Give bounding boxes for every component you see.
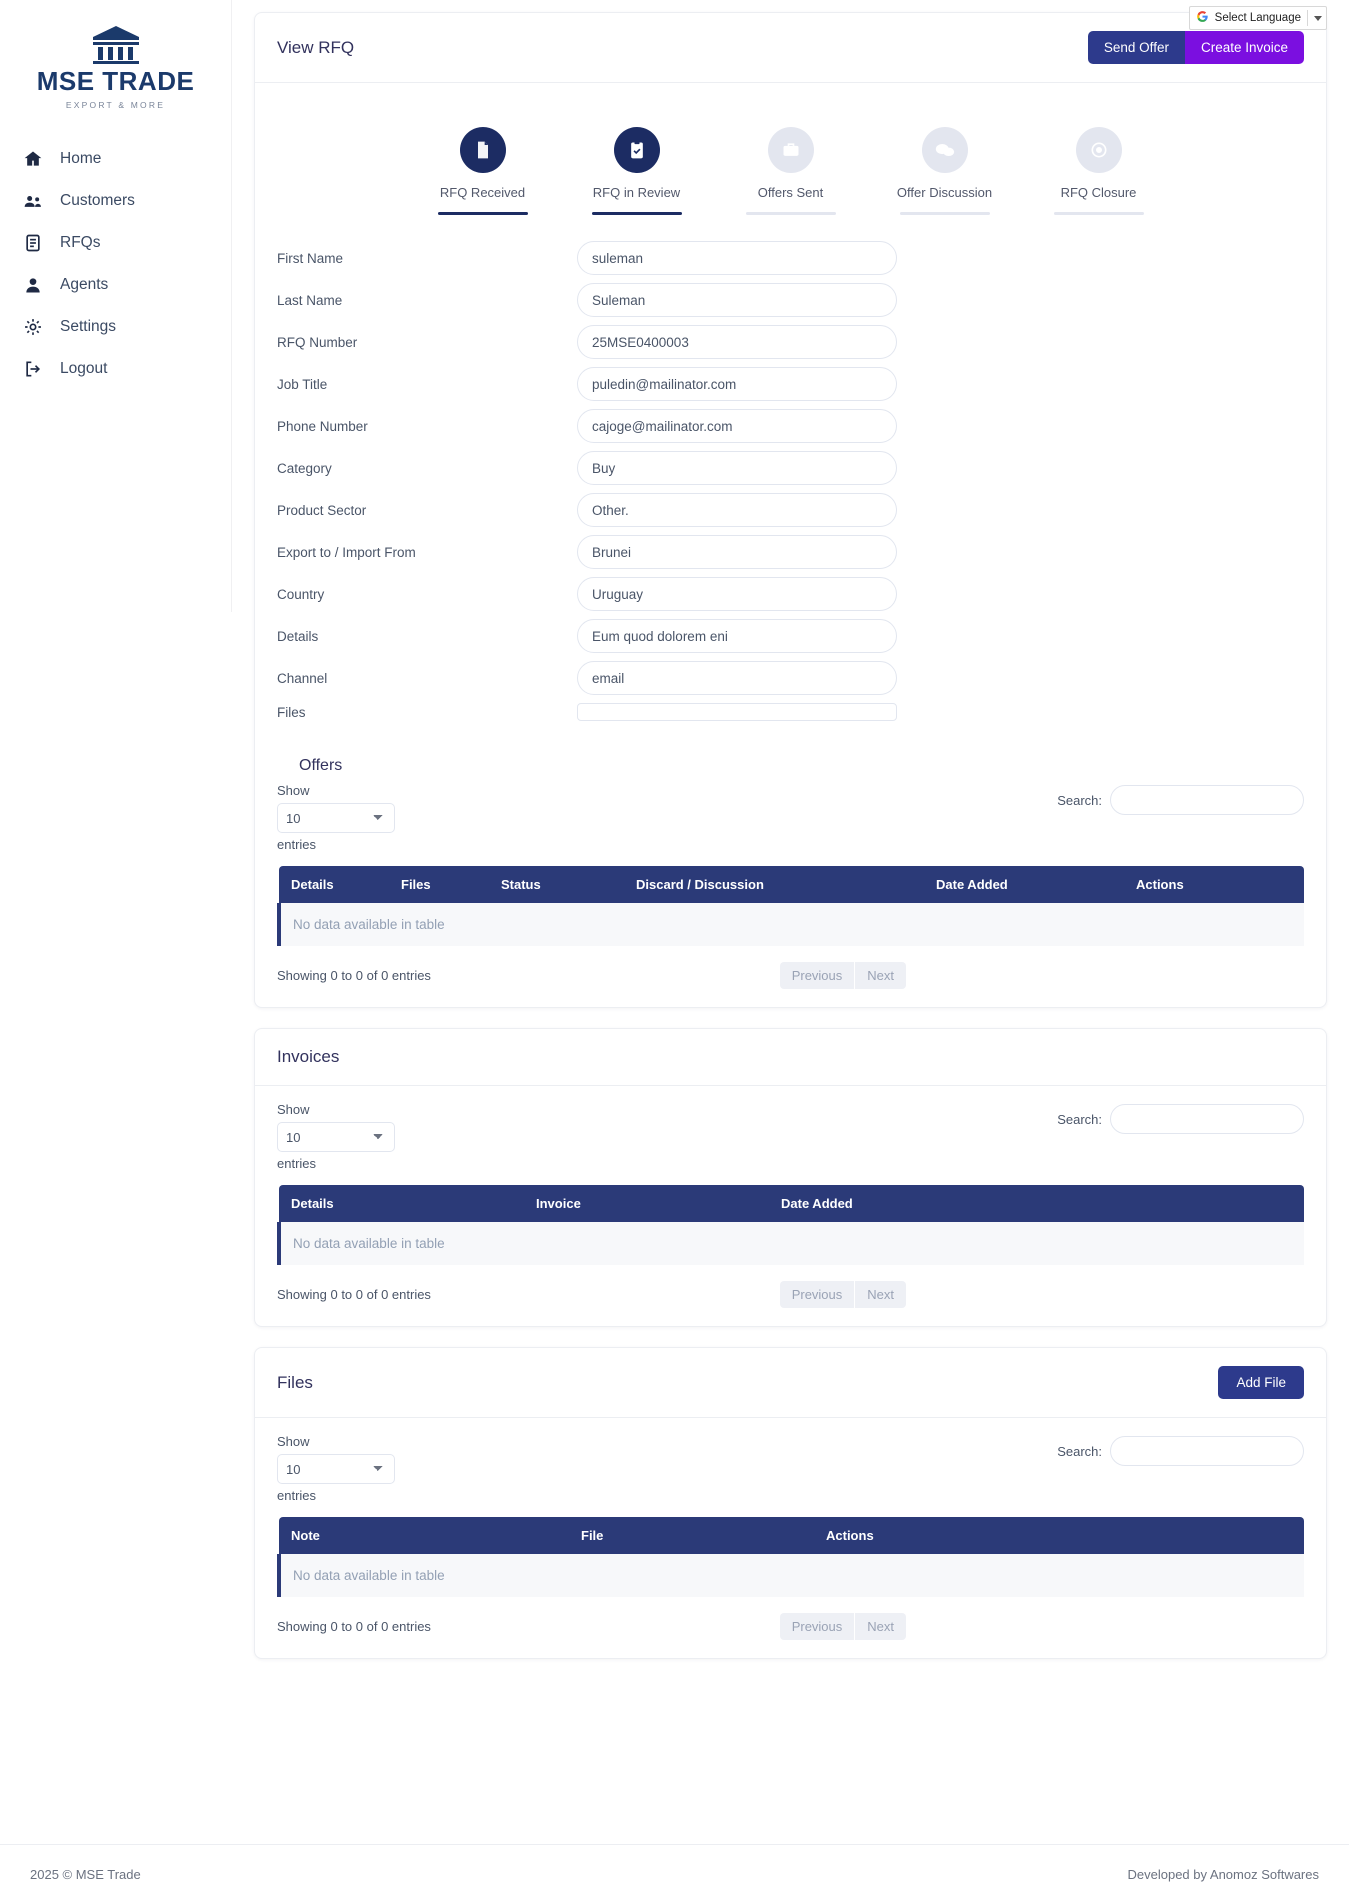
logout-icon <box>22 358 44 380</box>
country-field[interactable] <box>577 577 897 611</box>
rfq-number-field[interactable] <box>577 325 897 359</box>
google-translate-icon <box>1196 10 1209 26</box>
field-label: Job Title <box>277 376 328 392</box>
field-label: Phone Number <box>277 418 368 434</box>
entries-label: entries <box>277 1488 317 1503</box>
offers-table-footer <box>277 962 1304 989</box>
column-header[interactable]: Actions <box>814 1517 1304 1554</box>
field-label: Channel <box>277 670 328 686</box>
offers-entries-info: Showing 0 to 0 of 0 entries <box>277 968 431 983</box>
language-selector[interactable] <box>1189 6 1327 30</box>
column-header[interactable]: Date Added <box>924 866 1124 903</box>
search-label: Search: <box>1057 1111 1102 1127</box>
table-header-row <box>279 1517 1304 1554</box>
column-header[interactable]: Status <box>489 866 624 903</box>
first-name-field[interactable] <box>577 241 897 275</box>
table-row <box>279 1222 1304 1265</box>
search-label: Search: <box>1057 792 1102 808</box>
files-field[interactable] <box>577 703 897 721</box>
customers-icon <box>22 190 44 212</box>
column-header[interactable]: File <box>569 1517 814 1554</box>
next-button[interactable]: Next <box>855 1281 906 1308</box>
form-row-phone-number <box>277 409 1304 443</box>
form-row-last-name <box>277 283 1304 317</box>
sidebar-item-label: Agents <box>60 276 109 293</box>
sidebar-item-rfqs[interactable] <box>0 222 231 264</box>
files-pagination <box>780 1613 906 1640</box>
step-offer-discussion[interactable] <box>886 127 1004 215</box>
last-name-field[interactable] <box>577 283 897 317</box>
logo <box>0 10 231 132</box>
empty-message: No data available in table <box>279 903 1304 946</box>
form-row-channel <box>277 661 1304 695</box>
sidebar-item-label: Customers <box>60 192 135 209</box>
field-label: Category <box>277 460 332 476</box>
form-row-rfq-number <box>277 325 1304 359</box>
table-header-row <box>279 1185 1304 1222</box>
offers-table <box>277 866 1304 946</box>
form-row-files <box>277 703 1304 721</box>
table-row <box>279 903 1304 946</box>
add-file-button[interactable]: Add File <box>1218 1366 1304 1399</box>
files-search <box>1057 1434 1304 1466</box>
step-label: RFQ Received <box>439 185 526 200</box>
check-circle-icon <box>1076 127 1122 173</box>
invoices-table-controls <box>277 1102 1304 1171</box>
files-table-block <box>255 1418 1326 1658</box>
step-progress-bar <box>746 212 836 215</box>
language-selector-label: Select Language <box>1214 12 1301 24</box>
logo-subtitle: EXPORT & MORE <box>65 100 166 110</box>
offers-search-input[interactable] <box>1110 785 1304 815</box>
entries-label: entries <box>277 1156 317 1171</box>
step-label: Offers Sent <box>757 185 824 200</box>
document-icon <box>22 232 44 254</box>
invoices-header <box>255 1029 1326 1086</box>
files-length-control <box>277 1434 395 1503</box>
footer-developer: Developed by Anomoz Softwares <box>1127 1867 1319 1882</box>
search-label: Search: <box>1057 1443 1102 1459</box>
column-header[interactable]: Invoice <box>524 1185 769 1222</box>
clipboard-check-icon <box>614 127 660 173</box>
files-header <box>255 1348 1326 1418</box>
logo-mark-icon <box>85 24 147 64</box>
files-card <box>254 1347 1327 1659</box>
form-row-product-sector <box>277 493 1304 527</box>
column-header[interactable]: Discard / Discussion <box>624 866 924 903</box>
field-label: Files <box>277 704 306 720</box>
offers-length-control <box>277 783 395 852</box>
category-field[interactable] <box>577 451 897 485</box>
field-label: Export to / Import From <box>277 544 416 560</box>
step-rfq-in-review[interactable] <box>578 127 696 215</box>
step-offers-sent[interactable] <box>732 127 850 215</box>
field-label: First Name <box>277 250 344 266</box>
field-label: Last Name <box>277 292 343 308</box>
files-entries-info: Showing 0 to 0 of 0 entries <box>277 1619 431 1634</box>
sidebar-item-label: Logout <box>60 360 108 377</box>
export-import-field[interactable] <box>577 535 897 569</box>
form-row-details <box>277 619 1304 653</box>
gear-icon <box>22 316 44 338</box>
page-title: View RFQ <box>277 37 355 57</box>
invoices-entries-info: Showing 0 to 0 of 0 entries <box>277 1287 431 1302</box>
files-table-footer <box>277 1613 1304 1640</box>
step-rfq-closure[interactable] <box>1040 127 1158 215</box>
invoices-card <box>254 1028 1327 1327</box>
logo-text: MSE TRADE <box>36 66 195 96</box>
files-table <box>277 1517 1304 1597</box>
offers-page-size-select[interactable] <box>277 803 395 833</box>
create-invoice-button[interactable]: Create Invoice <box>1185 31 1304 64</box>
column-header[interactable]: Details <box>279 866 389 903</box>
table-header-row <box>279 866 1304 903</box>
send-offer-button[interactable]: Send Offer <box>1088 31 1185 64</box>
sidebar-nav <box>0 138 231 390</box>
invoices-page-size-select[interactable] <box>277 1122 395 1152</box>
rfq-actions <box>1088 31 1304 64</box>
files-page-size-select[interactable] <box>277 1454 395 1484</box>
chat-icon <box>922 127 968 173</box>
offers-search <box>1057 783 1304 815</box>
main-content <box>232 0 1349 1679</box>
field-label: Country <box>277 586 325 602</box>
step-label: Offer Discussion <box>896 185 993 200</box>
sidebar-item-label: Settings <box>60 318 117 335</box>
form-row-job-title <box>277 367 1304 401</box>
form-row-first-name <box>277 241 1304 275</box>
invoices-search <box>1057 1102 1304 1134</box>
form-row-country <box>277 577 1304 611</box>
field-label: Details <box>277 628 319 644</box>
files-search-input[interactable] <box>1110 1436 1304 1466</box>
step-progress-bar <box>900 212 990 215</box>
rfq-stepper <box>255 83 1326 241</box>
chevron-down-icon[interactable] <box>1314 16 1322 21</box>
invoices-length-control <box>277 1102 395 1171</box>
show-label: Show <box>277 1102 310 1117</box>
sidebar-item-home[interactable] <box>0 138 231 180</box>
column-header[interactable]: Details <box>279 1185 524 1222</box>
sidebar-item-label: RFQs <box>60 234 101 251</box>
files-title: Files <box>277 1372 313 1392</box>
file-icon <box>460 127 506 173</box>
job-title-field[interactable] <box>577 367 897 401</box>
previous-button[interactable]: Previous <box>780 1613 855 1640</box>
step-rfq-received[interactable] <box>424 127 542 215</box>
invoices-pagination <box>780 1281 906 1308</box>
product-sector-field[interactable] <box>577 493 897 527</box>
channel-field[interactable] <box>577 661 897 695</box>
divider <box>1307 10 1308 26</box>
step-label: RFQ Closure <box>1060 185 1137 200</box>
table-row <box>279 1554 1304 1597</box>
previous-button[interactable]: Previous <box>780 962 855 989</box>
step-progress-bar <box>1054 212 1144 215</box>
invoices-search-input[interactable] <box>1110 1104 1304 1134</box>
step-progress-bar <box>592 212 682 215</box>
details-field[interactable] <box>577 619 897 653</box>
entries-label: entries <box>277 837 317 852</box>
offers-table-block <box>255 783 1326 1007</box>
view-rfq-header <box>255 13 1326 83</box>
form-row-export-import <box>277 535 1304 569</box>
invoices-table-footer <box>277 1281 1304 1308</box>
person-icon <box>22 274 44 296</box>
empty-message: No data available in table <box>279 1222 1304 1265</box>
sidebar-item-agents[interactable] <box>0 264 231 306</box>
briefcase-icon <box>768 127 814 173</box>
invoices-table-block <box>255 1086 1326 1326</box>
next-button[interactable]: Next <box>855 1613 906 1640</box>
field-label: RFQ Number <box>277 334 358 350</box>
phone-number-field[interactable] <box>577 409 897 443</box>
show-label: Show <box>277 783 310 798</box>
sidebar <box>0 0 232 612</box>
files-table-controls <box>277 1434 1304 1503</box>
sidebar-item-settings[interactable] <box>0 306 231 348</box>
previous-button[interactable]: Previous <box>780 1281 855 1308</box>
offers-table-controls <box>277 783 1304 852</box>
invoices-table <box>277 1185 1304 1265</box>
rfq-form <box>255 241 1326 735</box>
sidebar-item-logout[interactable] <box>0 348 231 390</box>
invoices-title: Invoices <box>277 1047 340 1066</box>
column-header[interactable]: Date Added <box>769 1185 1304 1222</box>
offers-title: Offers <box>299 757 343 774</box>
column-header[interactable]: Actions <box>1124 866 1304 903</box>
step-progress-bar <box>438 212 528 215</box>
sidebar-item-label: Home <box>60 150 102 167</box>
home-icon <box>22 148 44 170</box>
sidebar-item-customers[interactable] <box>0 180 231 222</box>
column-header[interactable]: Files <box>389 866 489 903</box>
view-rfq-card <box>254 12 1327 1008</box>
empty-message: No data available in table <box>279 1554 1304 1597</box>
column-header[interactable]: Note <box>279 1517 569 1554</box>
next-button[interactable]: Next <box>855 962 906 989</box>
footer <box>0 1844 1349 1904</box>
show-label: Show <box>277 1434 310 1449</box>
step-label: RFQ in Review <box>592 185 681 200</box>
field-label: Product Sector <box>277 502 367 518</box>
form-row-category <box>277 451 1304 485</box>
offers-pagination <box>780 962 906 989</box>
footer-copyright: 2025 © MSE Trade <box>30 1867 141 1882</box>
